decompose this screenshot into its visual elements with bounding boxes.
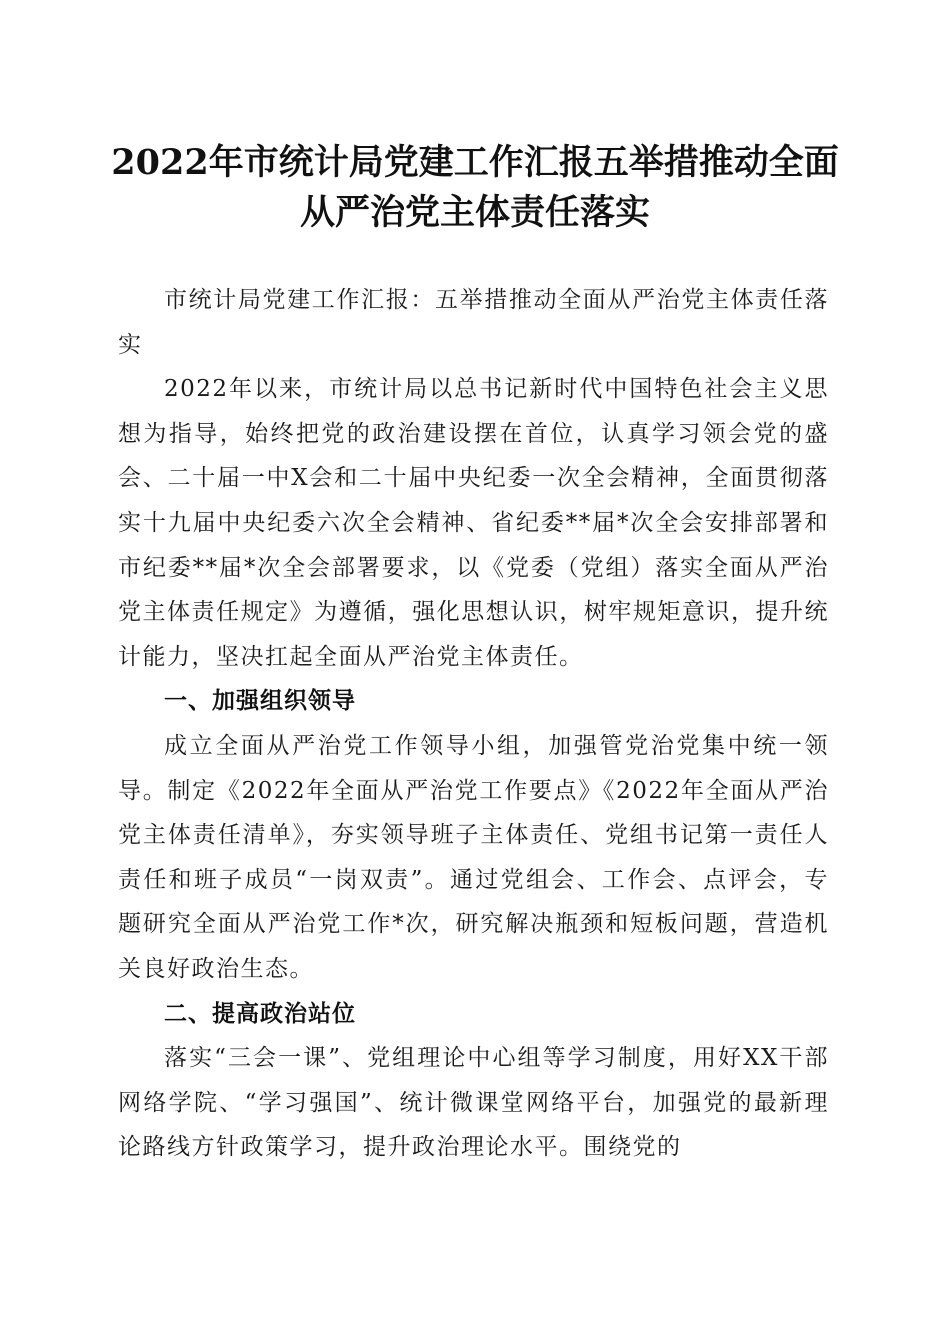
document-title: 2022年市统计局党建工作汇报五举措推动全面从严治党主体责任落实 (111, 142, 839, 233)
section-body-1: 成立全面从严治党工作领导小组，加强管党治党集中统一领导。制定《2022年全面从严治党工作要点》《2022年全面从严治党主体责任清单》，夯实领导班子主体责任、党组书记第一责任人责任和班子成员“一岗双责”。通过党组会、工作会、点评会，专题研究全面从严治党工作*次，研究解决瓶颈和短板问题，营造机关良好政治生态。 (118, 732, 829, 982)
section-body-2: 落实“三会一课”、党组理论中心组等学习制度，用好XX干部网络学院、“学习强国”、统计微课堂网络平台，加强党的最新理论路线方针政策学习，提升政治理论水平。围绕党的 (118, 1045, 829, 1161)
subtitle-paragraph: 市统计局党建工作汇报：五举措推动全面从严治党主体责任落实 (118, 287, 829, 358)
section-heading-2: 二、提高政治站位 (164, 1000, 356, 1027)
section-heading-1: 一、加强组织领导 (164, 688, 356, 715)
intro-paragraph: 2022年以来，市统计局以总书记新时代中国特色社会主义思想为指导，始终把党的政治建设摆在首位，认真学习领会党的盛会、二十届一中X会和二十届中央纪委一次全会精神，全面贯彻落实十九届中央纪委六次全会精神、省纪委**届*次全会安排部署和市纪委**届*次全会部署要求，以《党委（党组）落实全面从严治党主体责任规定》为遵循，强化思想认识，树牢规矩意识，提升统计能力，坚决扛起全面从严治党主体责任。 (118, 376, 829, 670)
document-body (118, 278, 829, 1170)
